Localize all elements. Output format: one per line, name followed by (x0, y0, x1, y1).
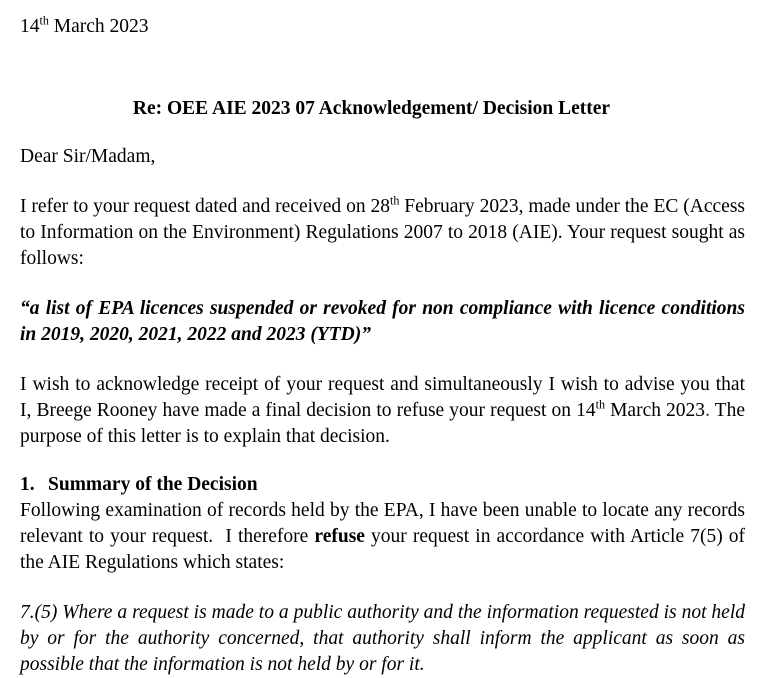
section-1-heading (20, 472, 745, 498)
acknowledgement-part2: March 2023 (605, 400, 706, 421)
section-1-body (20, 498, 745, 576)
date-month-year: March 2023 (48, 16, 149, 37)
acknowledgement-paragraph (20, 372, 745, 450)
spacer-above-title (20, 40, 745, 96)
acknowledgement-ordinal-suffix: th (595, 397, 605, 412)
section-1-heading-text: Summary of the Decision (48, 474, 258, 495)
acknowledgement-part3: The purpose of this letter is to explain that decision. (20, 400, 745, 447)
acknowledgement-period: . (705, 400, 710, 421)
section-1-body-spacing (213, 526, 225, 547)
acknowledgement-part1: I wish to acknowledge receipt of your request and simultaneously I wish to advise you that I, Breege Rooney have made a final decision to refuse your request on 14 (20, 374, 745, 421)
intro-paragraph (20, 194, 745, 272)
section-1-number: 1. (20, 474, 35, 495)
letter-date (20, 14, 745, 40)
date-day: 14 (20, 16, 40, 37)
section-1-body-part1: Following examination of records held by the EPA, I have been unable to locate any records relevant to your request. (20, 500, 745, 547)
intro-text-part2: February 2023, made under the EC (Access to Information on the Environment) Regulations 2007 to 2018 (AIE). Your request sought as follows: (20, 196, 746, 269)
salutation: Dear Sir/Madam, (20, 146, 156, 167)
requested-information-quote: “a list of EPA licences suspended or revoked for non compliance with licence conditions in 2019, 2020, 2021, 2022 and 2023 (YTD)” (20, 298, 745, 345)
intro-ordinal-suffix: th (389, 193, 400, 208)
section-1-body-part2: I therefore (225, 526, 315, 547)
refuse-emphasis: refuse (314, 526, 365, 547)
intro-text-part1: I refer to your request dated and received on 28 (20, 196, 390, 217)
date-ordinal-suffix: th (39, 13, 49, 28)
section-1-body-part3: your request in accordance with Article 7(5) of the AIE Regulations which states: (20, 526, 746, 573)
spacer-below-title (20, 122, 745, 144)
regulation-quote: 7.(5) Where a request is made to a public authority and the information requested is not held by or for the authority concerned, that authority shall inform the applicant as soon as possible that the information is not held by or for it. (20, 602, 745, 675)
letter-subject-title: Re: OEE AIE 2023 07 Acknowledgement/ Decision Letter (132, 98, 611, 119)
